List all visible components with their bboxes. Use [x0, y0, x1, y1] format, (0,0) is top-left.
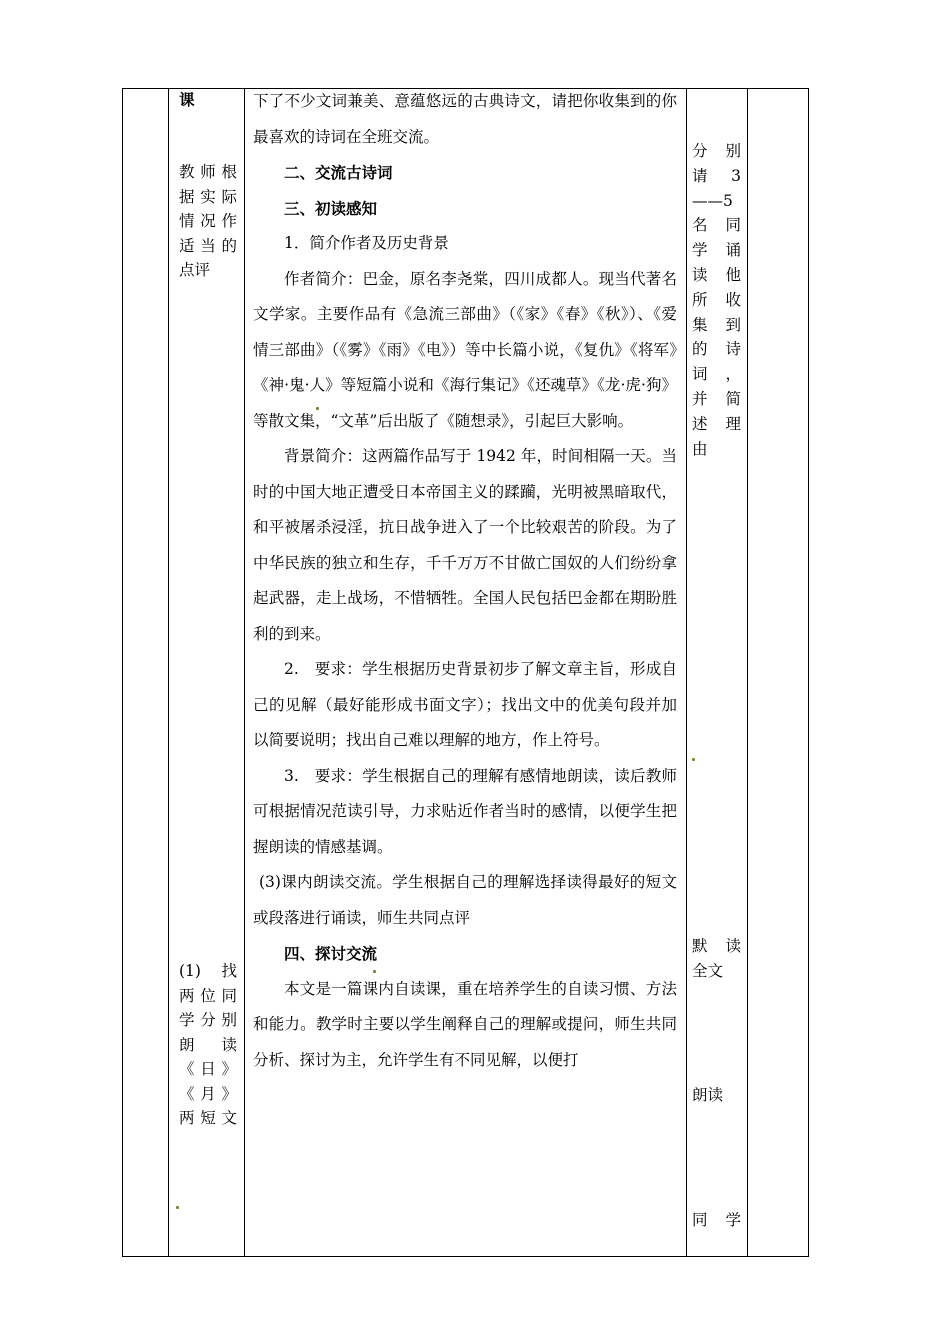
- intro-paragraph: 下了不少文词兼美、意蕴悠远的古典诗文，请把你收集到的你最喜欢的诗词在全班交流。: [253, 92, 677, 146]
- background-intro: 背景简介：这两篇作品写于 1942 年，时间相隔一天。当时的中国大地正遭受日本帝国主义的蹂躏，光明被黑暗取代，和平被屠杀浸淫，抗日战争进入了一个比较艰苦的阶段。为了中华民族的独立和生存，千千万万不甘做亡国奴的人们纷纷拿起武器，走上战场，不惜牺牲。全国人民包括巴金都在期盼胜利的到来。: [253, 447, 677, 643]
- teacher-column-label: [179, 88, 237, 113]
- teacher-task-line: 《日》: [179, 1060, 237, 1078]
- table-divider-4: [747, 88, 748, 1257]
- table-border-bottom: [122, 1256, 809, 1257]
- student-line: 全文: [692, 961, 724, 980]
- table-divider-1: [168, 88, 169, 1257]
- student-line: 述 理: [692, 414, 741, 433]
- student-line: 学 诵: [692, 241, 741, 260]
- section-heading: 三、初读感知: [284, 198, 378, 218]
- student-line: ——5: [692, 191, 733, 210]
- teacher-note-line: 据实际: [179, 187, 237, 206]
- student-line: 的 诗: [692, 340, 741, 359]
- teacher-task: [179, 959, 237, 1131]
- teacher-task-line: 两位同: [179, 986, 237, 1005]
- table-divider-3: [686, 88, 687, 1257]
- table-divider-2: [244, 88, 245, 1257]
- teacher-task-line: 朗 读: [179, 1035, 237, 1054]
- stray-mark: [316, 407, 319, 410]
- student-line: 名 同: [692, 216, 741, 235]
- list-item: 3. 要求：学生根据自己的理解有感情地朗读，读后教师可根据情况范读引导，力求贴近作者当时的感情，以便学生把握朗读的情感基调。: [253, 766, 677, 856]
- teacher-note: [179, 160, 237, 283]
- student-activity-1: [692, 139, 741, 461]
- stray-mark: [692, 758, 695, 761]
- student-activity-4: [692, 1208, 741, 1233]
- student-line: 并 简: [692, 389, 741, 408]
- student-line: 读 他: [692, 265, 741, 284]
- student-activity-3: [692, 1083, 741, 1108]
- section-heading: 二、交流古诗词: [284, 163, 393, 182]
- student-line: 所 收: [692, 290, 741, 309]
- student-line: 集 到: [692, 315, 741, 334]
- student-activity-2: [692, 934, 741, 984]
- stray-mark: [373, 970, 376, 973]
- teacher-note-line: 点评: [179, 261, 211, 279]
- teacher-note-line: 教师根: [179, 163, 237, 181]
- student-line: 朗读: [692, 1086, 724, 1104]
- student-line: 默 读: [692, 937, 741, 955]
- student-line: 由: [692, 439, 708, 458]
- table-border-left: [122, 88, 123, 1257]
- teacher-task-line: 两短文: [179, 1109, 237, 1127]
- table-border-right: [808, 88, 809, 1257]
- main-content: [253, 84, 677, 1078]
- section-heading: 四、探讨交流: [284, 944, 378, 963]
- student-line: 同 学: [692, 1211, 741, 1229]
- student-line: 词 ，: [692, 365, 741, 384]
- teacher-task-line: 《月》: [179, 1084, 237, 1103]
- teacher-note-line: 情况作: [179, 212, 237, 230]
- list-item: 1．简介作者及历史背景: [284, 234, 449, 252]
- list-item: 2. 要求：学生根据历史背景初步了解文章主旨，形成自己的见解（最好能形成书面文字）；找出文中的优美句段并加以简要说明；找出自己难以理解的地方，作上符号。: [253, 660, 677, 749]
- teacher-task-line: 学分别: [179, 1011, 237, 1029]
- author-intro: 作者简介：巴金，原名李尧棠，四川成都人。现当代著名文学家。主要作品有《急流三部曲》（《家》《春》《秋》）、《爱情三部曲》（《雾》《雨》《电》）等中长篇小说，《复仇》《将军》《神·鬼·人》等短篇小说和《海行集记》《还魂草》《龙·虎·狗》等散文集，“文革”后出版了《随想录》，引起巨大影响。: [253, 269, 677, 430]
- list-item: (3)课内朗读交流。学生根据自己的理解选择读得最好的短文或段落进行诵读，师生共同点评: [253, 873, 677, 927]
- student-line: 请 3: [692, 166, 741, 185]
- teacher-note-line: 适当的: [179, 236, 237, 255]
- discussion-paragraph: 本文是一篇课内自读课，重在培养学生的自读习惯、方法和能力。教学时主要以学生阐释自己的理解或提问，师生共同分析、探讨为主，允许学生有不同见解，以便打: [253, 979, 677, 1069]
- lesson-label: 课: [179, 90, 195, 109]
- stray-mark: [176, 1206, 179, 1209]
- student-line: 分 别: [692, 142, 741, 160]
- teacher-task-line: (1) 找: [179, 962, 237, 980]
